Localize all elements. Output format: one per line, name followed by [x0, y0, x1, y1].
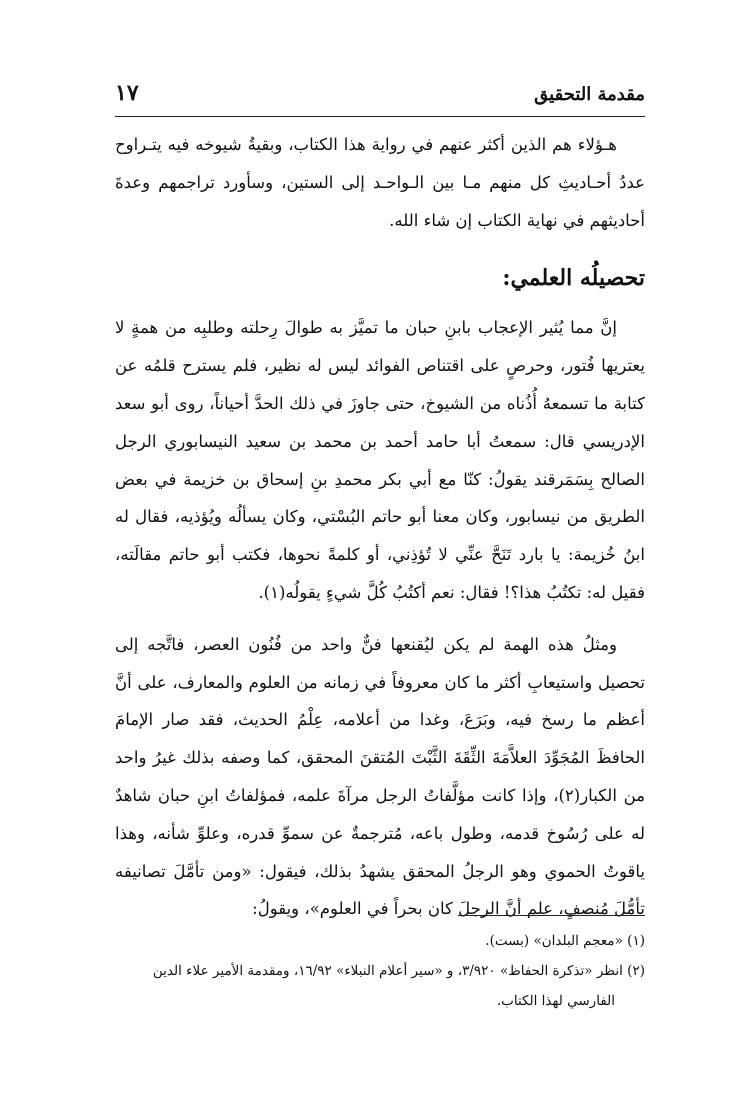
paragraph-tahsil: إنَّ مما يُثير الإعجاب بابنِ حبان ما تميَّز به طوالَ رِحلته وطلبِه من همةٍ لا يعتريها فُتور، وحرصٍ على اقتناص الفوائد ليس له نظير، فلم يسترح قلمُه عن كتابة ما تسمعهُ أُذُناه من الشيوخ، حتى جاوزَ في ذلك الحدَّ أحياناً، روى أبو سعد الإدريسي قال: سمعتُ أبا حامد أحمد بن محمد بن سعيد النيسابوري الرجل الصالح بِسَمَرقند يقولُ: كنّا مع أبي بكر محمدِ بنِ إسحاق بن خزيمة في بعض الطريق من نيسابور، وكان معنا أبو حاتم البُسْتي، وكان يسألُه ويُؤذيه، فقال له ابنُ خُزيمة: يا بارد تَنَحَّ عنِّي لا تُؤذِني، أو كلمةً نحوها، فكتب أبو حاتم مقالَته، فقيل له: تكتُبُ هذا؟! فقال: نعم أكتُبُ كُلَّ شيءٍ يقولُه(١).	[115, 318, 645, 602]
page-number: ١٧	[115, 80, 139, 106]
paragraph-himma: ومثلُ هذه الهمة لم يكن ليُقنعها فنٌّ واحد من فُنُون العصر، فاتَّجه إلى تحصيل واستيعابِ أكثر ما كان معروفاً في زمانه من العلوم والمعارف، على أنَّ أعظم ما رسخ فيه، وبَرَعَ، وغدا من أعلامه، عِلْمُ الحديث، فقد صار الإمامَ الحافظَ المُجَوِّدَ العلاَّمَةَ الثِّقَةَ الثَّبْتَ المُتقنَ المحقق، كما وصفه بذلك غيرُ واحد من الكبار(٢)، وإذا كانت مؤلَّفاتُ الرجل مرآةَ علمه، فمؤلفاتُ ابنِ حبان شاهدٌ له على رُسُوخ قدمه، وطول باعه، مُترجمةٌ عن سموِّ قدره، وعلوِّ شأنه، وهذا ياقوتُ الحموي وهو الرجلُ المحقق يشهدُ بذلك، فيقول: «ومن تأمَّلَ تصانيفه تأمُّلَ مُنصفٍ، علم أنَّ الرجلَ كان بحراً في العلوم»، ويقولُ:	[115, 634, 645, 919]
page-body	[115, 126, 645, 928]
footnote-divider	[458, 915, 645, 916]
footnotes	[115, 926, 645, 1016]
footnote-1: (١) «معجم البلدان» (بست).	[485, 933, 645, 949]
running-title: مقدمة التحقيق	[534, 84, 645, 105]
page-header	[115, 78, 645, 114]
footnote-2-continued: الفارسي لهذا الكتاب.	[496, 993, 615, 1009]
paragraph-gap	[115, 612, 645, 626]
header-divider	[115, 116, 645, 117]
paragraph-shuyukh: هـؤلاء هم الذين أكثر عنهم في رواية هذا الكتاب، وبقيةُ شيوخه فيه يتـراوح عددُ أحـاديثِ كل منهم مـا بين الـواحـد إلى الستين، وسأورد تراجمهم وعدةَ أحاديثهم في نهاية الكتاب إن شاء الله.	[115, 135, 645, 230]
footnote-2: (٢) انظر «تذكرة الحفاظ» ٣/٩٢٠، و «سير أعلام النبلاء» ١٦/٩٢، ومقدمة الأمير علاء الدين	[152, 963, 645, 979]
section-heading: تحصيلُه العلمي:	[502, 265, 645, 292]
